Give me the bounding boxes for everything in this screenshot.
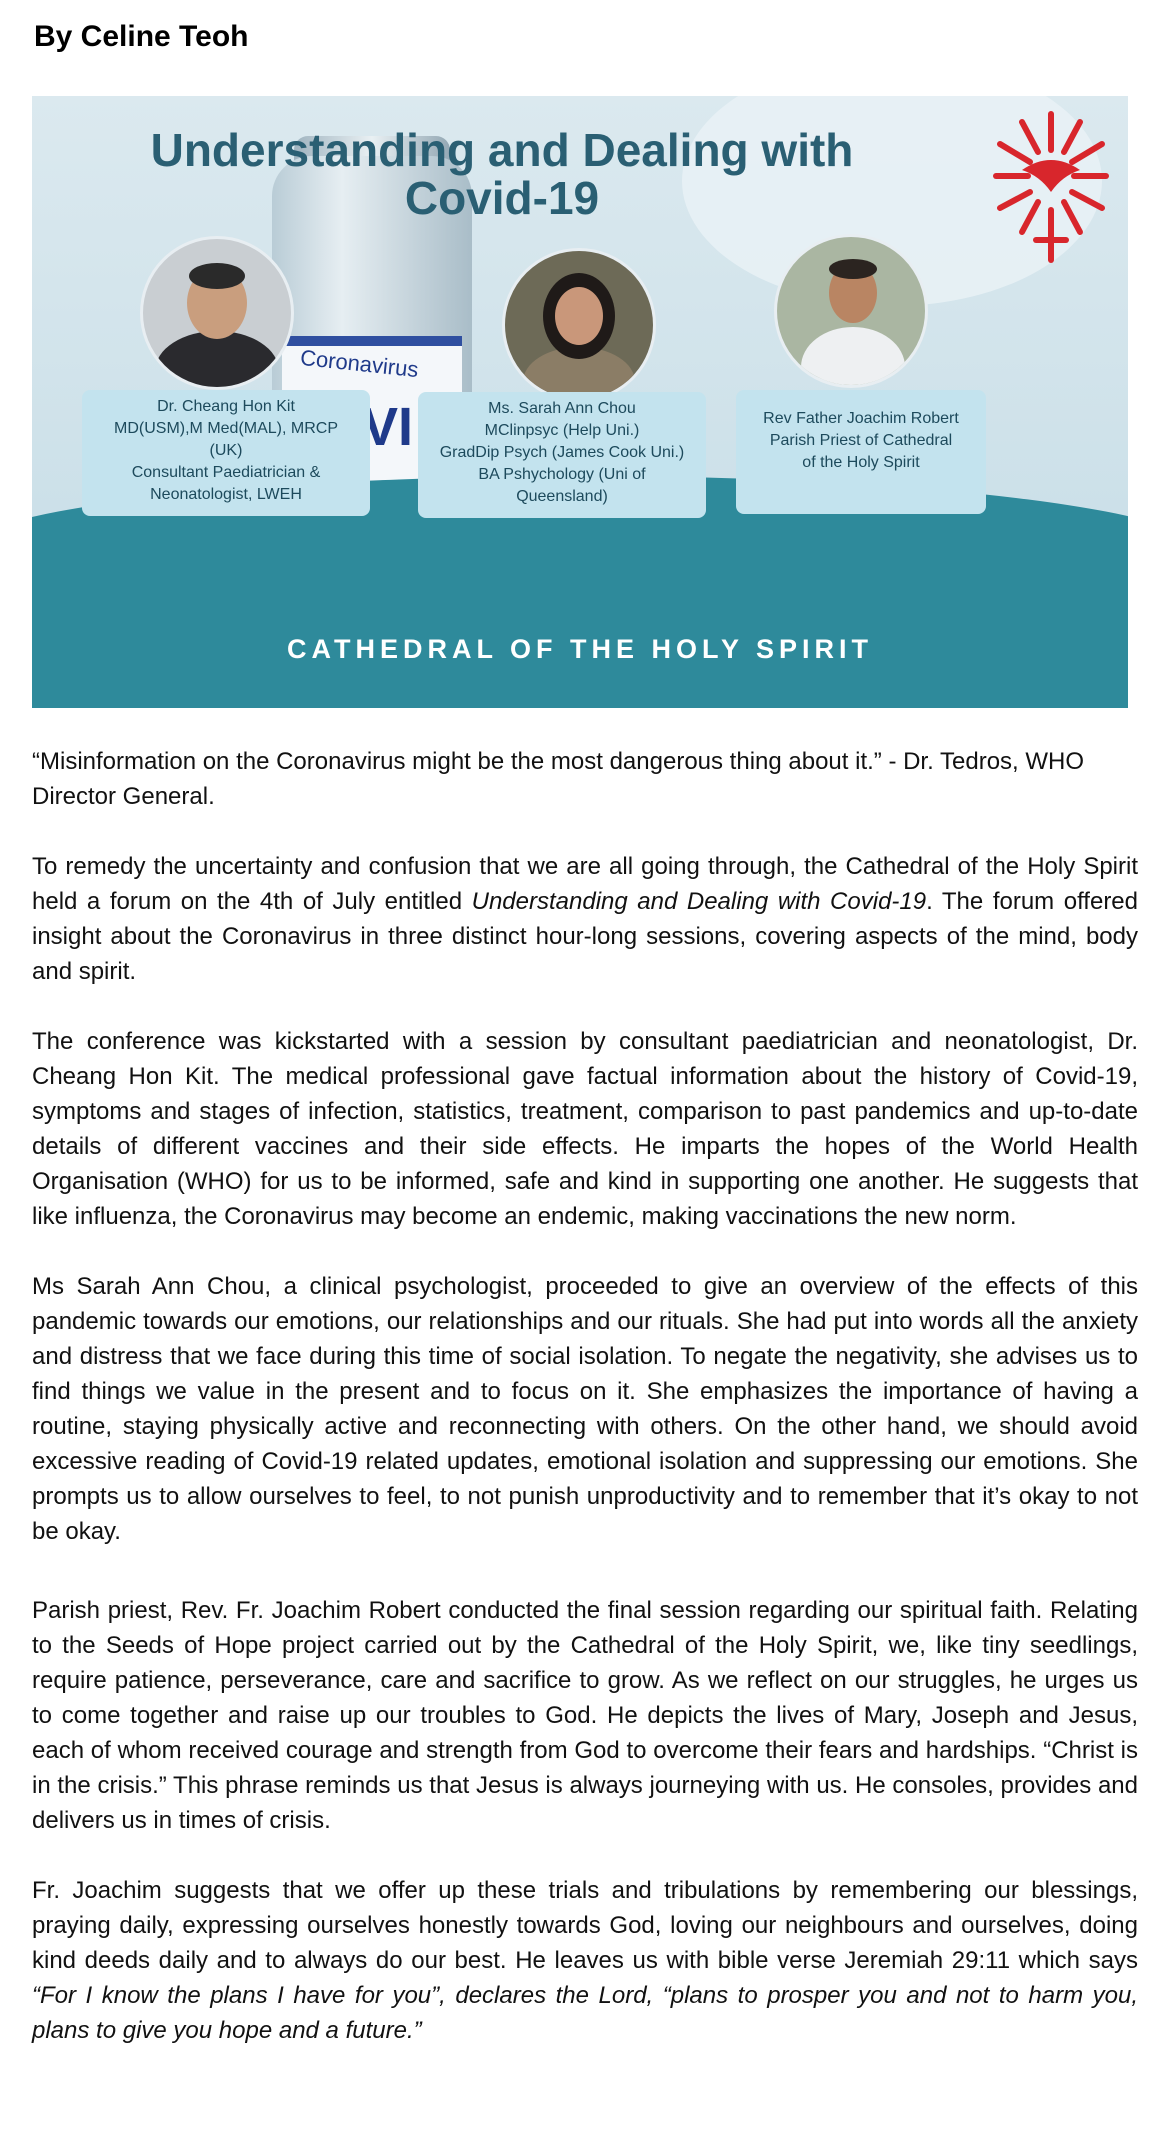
caption-line: MClinpsyc (Help Uni.) xyxy=(484,422,640,439)
article-paragraph-session3: Parish priest, Rev. Fr. Joachim Robert conducted the final session regarding our spiritual faith. Relating to the Seeds of Hope project carried out by the Cathedral of the Holy Spirit, we, like tiny seedlings, require patience, perseverance, care and sacrifice to grow. As we reflect on our struggles, he urges us to come together and raise up our troubles to God. He depicts the lives of Mary, Joseph and Jesus, each of whom received courage and strength from God to overcome their fears and hardships. “Christ is in the crisis.” This phrase reminds us that Jesus is always journeying with us. He consoles, provides and delivers us in times of crisis. xyxy=(32,1597,1138,1834)
banner-title-line2: Covid-19 xyxy=(404,172,600,224)
caption-line: Rev Father Joachim Robert xyxy=(763,410,959,427)
article-paragraph-session1: The conference was kickstarted with a session by consultant paediatrician and neonatologist, Dr. Cheang Hon Kit. The medical professional gave factual information about the history of Covid-19, symptoms and stages of infection, statistics, treatment, comparison to past pandemics and up-to-date details of different vaccines and their side effects. He imparts the hopes of the World Health Organisation (WHO) for us to be informed, safe and kind in supporting one another. He suggests that like influenza, the Coronavirus may become an endemic, making vaccinations the new norm. xyxy=(32,1028,1138,1230)
caption-line: Ms. Sarah Ann Chou xyxy=(488,400,636,417)
caption-line: MD(USM),M Med(MAL), MRCP xyxy=(114,420,338,437)
banner-title-line1: Understanding and Dealing with xyxy=(150,124,854,176)
speaker-photo-sarah xyxy=(502,248,656,402)
article-paragraph-closing xyxy=(32,1873,1138,2048)
caption-line: Parish Priest of Cathedral xyxy=(769,432,953,449)
speaker-caption-cheang xyxy=(82,390,370,516)
caption-line: Neonatologist, LWEH xyxy=(150,486,302,503)
speaker-caption-joachim xyxy=(736,390,986,514)
speaker-photo-joachim xyxy=(774,234,928,388)
photo-head xyxy=(555,287,603,345)
speaker-photo-cheang xyxy=(140,236,294,390)
vial-label-text: Coronavirus xyxy=(299,344,420,383)
caption-line: Consultant Paediatrician & xyxy=(131,464,321,481)
caption-line: Dr. Cheang Hon Kit xyxy=(157,398,295,415)
text-run: To remedy the uncertainty and confusion that we are all going through, the Cathedral of the Holy Spirit held a forum on the 4th of July entitled xyxy=(32,853,1138,915)
article-body xyxy=(32,744,1138,2083)
caption-line: GradDip Psych (James Cook Uni.) xyxy=(439,444,685,461)
photo-torso xyxy=(801,327,905,388)
forum-title-italic: Understanding and Dealing with Covid-19 xyxy=(471,888,927,915)
photo-hair xyxy=(189,263,245,289)
caption-line: (UK) xyxy=(209,442,243,459)
holy-spirit-dove-emblem-icon xyxy=(992,110,1110,264)
article-paragraph-session2: Ms Sarah Ann Chou, a clinical psychologist, proceeded to give an overview of the effects of this pandemic towards our emotions, our relationships and our rituals. She had put into words all the anxiety and distress that we face during this time of social isolation. To negate the negativity, she advises us to find things we value in the present and to focus on it. She emphasizes the importance of having a routine, staying physically active and reconnecting with others. On the other hand, we should avoid excessive reading of Covid-19 related updates, emotional isolation and suppressing our emotions. She prompts us to allow ourselves to feel, to not punish unproductivity and to remember that it’s okay to not be okay. xyxy=(32,1273,1138,1545)
photo-torso xyxy=(155,331,279,390)
banner-footer-title: CATHEDRAL OF THE HOLY SPIRIT xyxy=(286,634,874,664)
event-banner xyxy=(32,96,1128,708)
caption-line: Queensland) xyxy=(516,488,608,505)
article-quote-paragraph: “Misinformation on the Coronavirus might be the most dangerous thing about it.” - Dr. Tedros, WHO Director General. xyxy=(32,748,1085,810)
banner-title xyxy=(122,126,882,222)
caption-line: of the Holy Spirit xyxy=(802,454,920,471)
caption-line: BA Pshychology (Uni of xyxy=(478,466,646,483)
bible-verse-italic: “For I know the plans I have for you”, declares the Lord, “plans to prosper you and not to harm you, plans to give you hope and a future.” xyxy=(32,1982,1138,2044)
banner-teal-band xyxy=(32,526,1128,708)
photo-hair xyxy=(829,259,877,279)
article-paragraph-intro xyxy=(32,849,1138,989)
byline: By Celine Teoh xyxy=(34,20,249,53)
vial-label-big-text: VI xyxy=(362,397,414,457)
speaker-caption-sarah xyxy=(418,392,706,518)
text-run: . The forum offered insight about the Coronavirus in three distinct hour-long sessions, covering aspects of the mind, body and spirit. xyxy=(32,888,1139,985)
text-run: Fr. Joachim suggests that we offer up these trials and tribulations by remembering our blessings, praying daily, expressing ourselves honestly towards God, loving our neighbours and ourselves, doing kind deeds daily and to always do our best. He leaves us with bible verse Jeremiah 29:11 which says xyxy=(32,1877,1138,1974)
